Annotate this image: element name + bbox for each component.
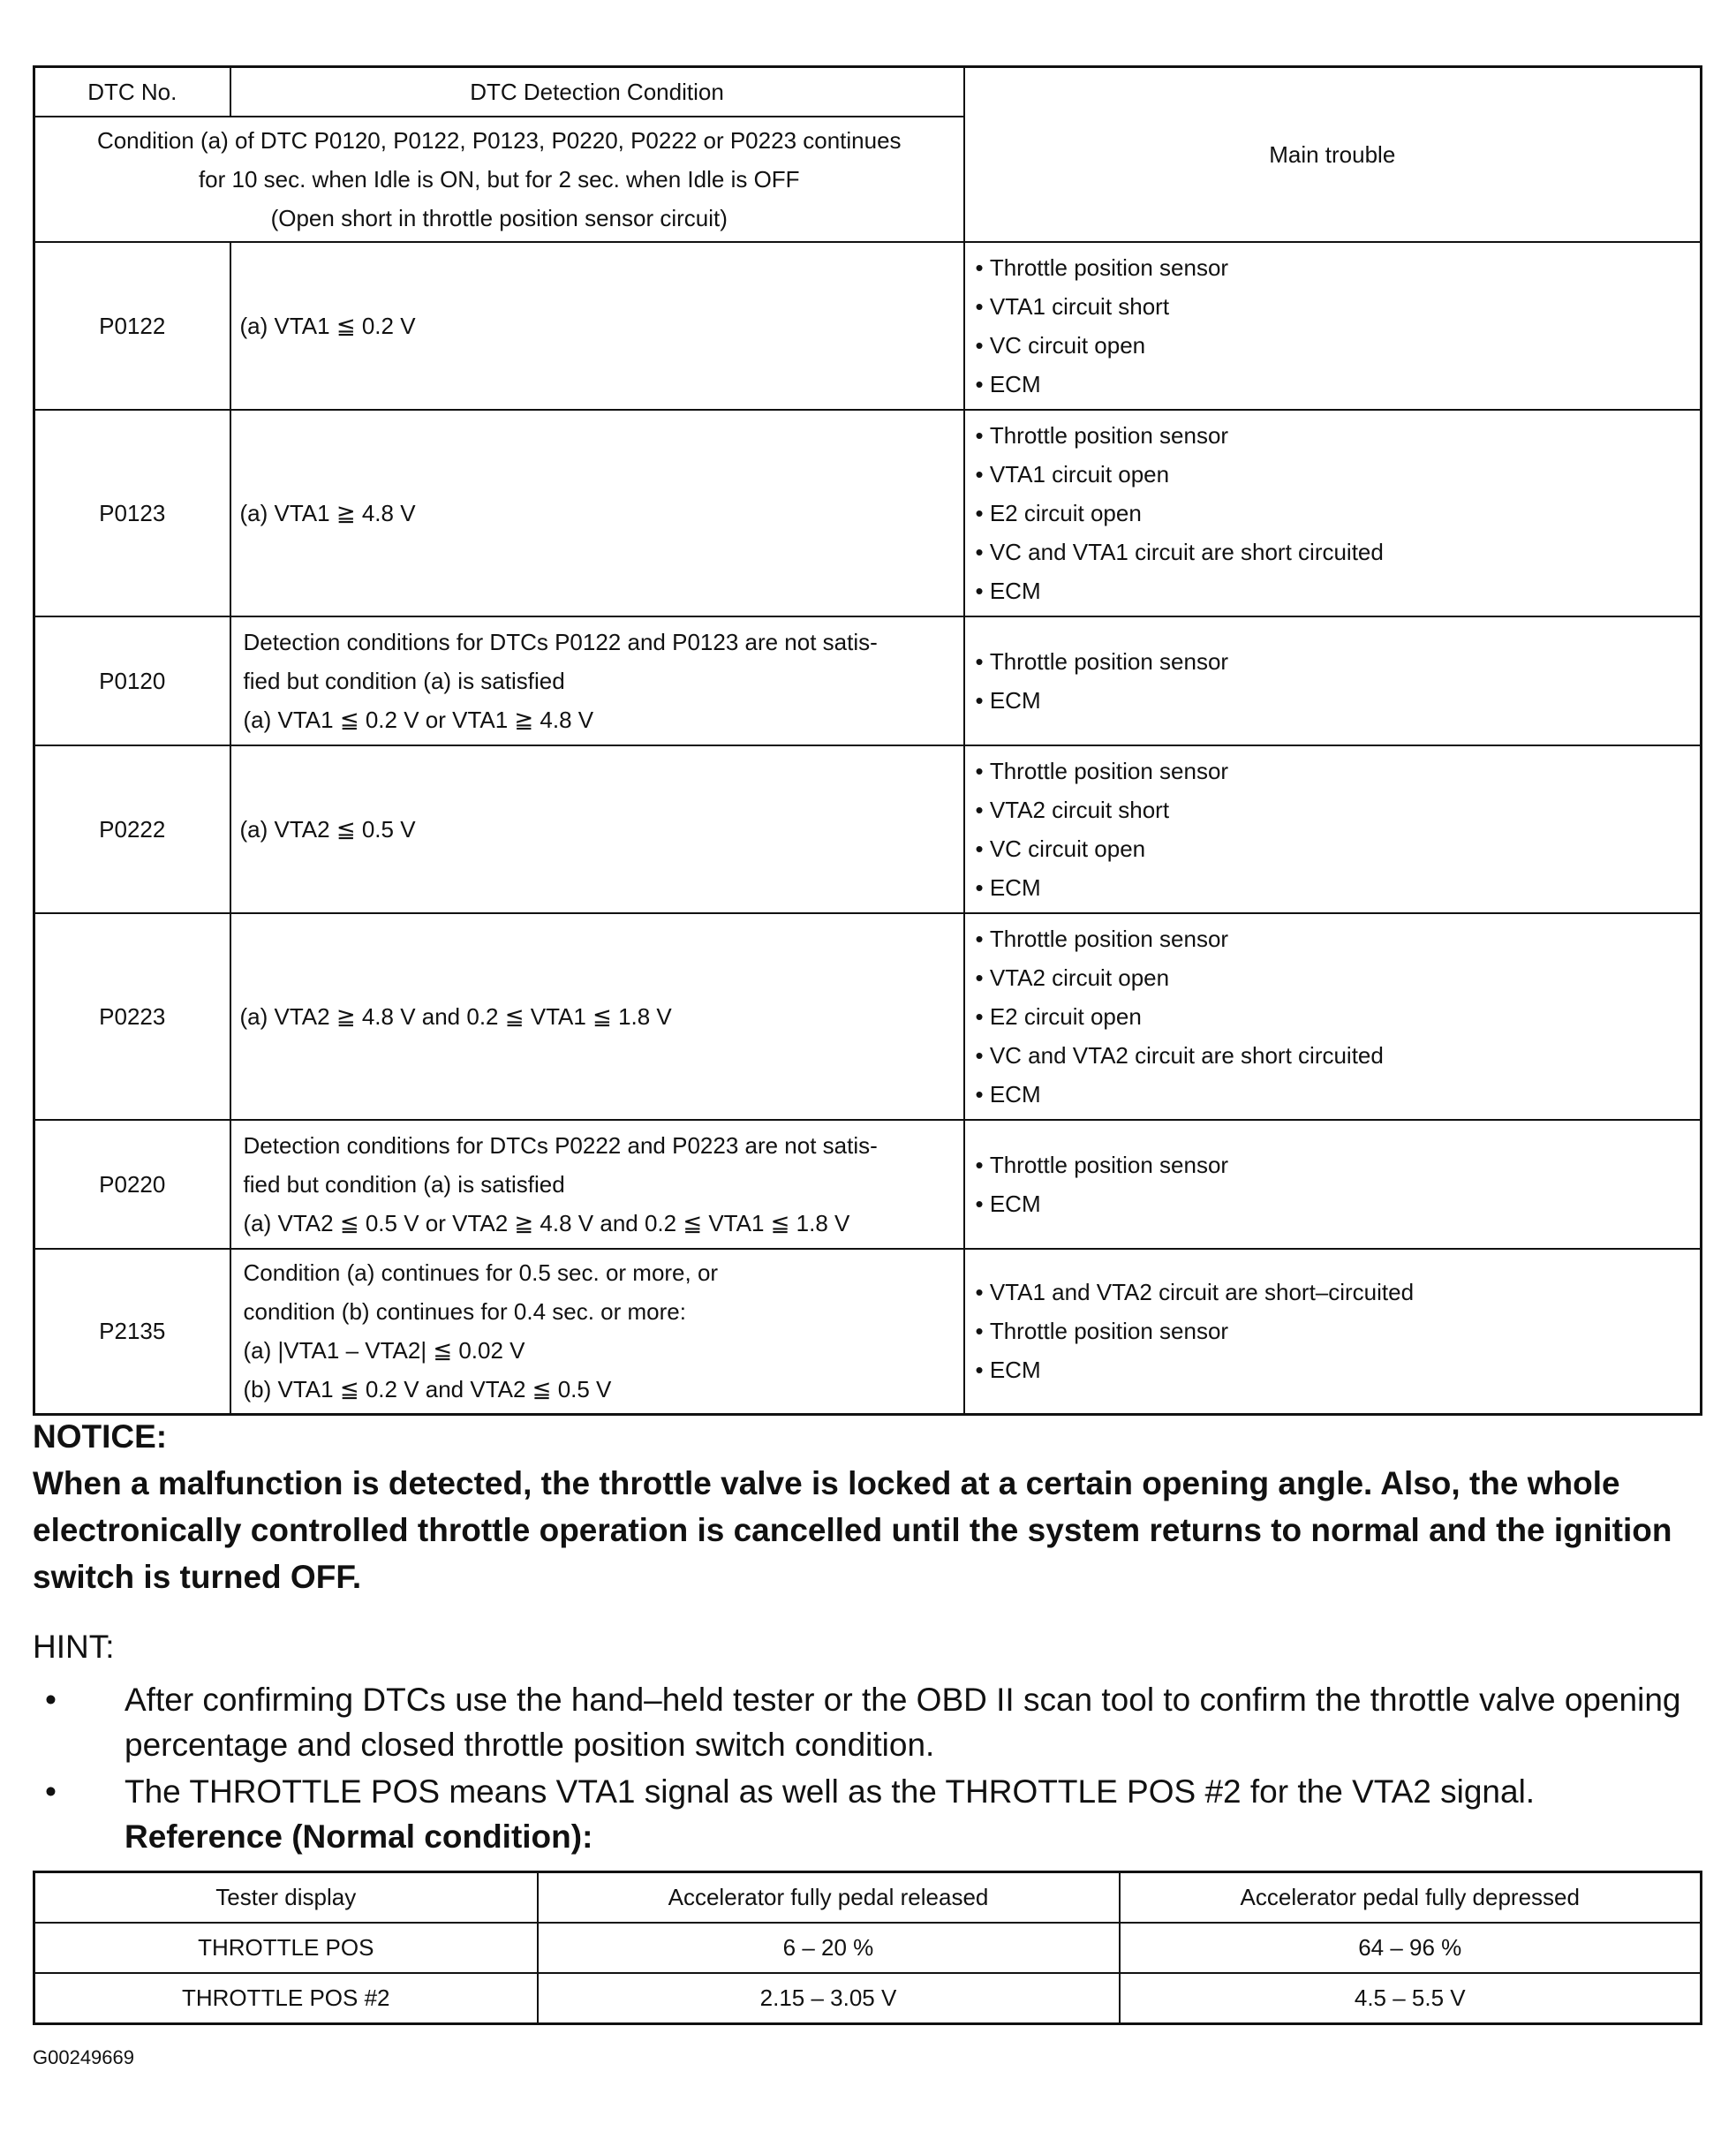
trouble-item: • VTA2 circuit short — [976, 790, 1701, 829]
detection-condition — [230, 913, 964, 1120]
notice-block — [33, 1413, 1706, 1600]
trouble-item: • ECM — [976, 1184, 1701, 1223]
condition-line: (a) VTA2 ≦ 0.5 V or VTA2 ≧ 4.8 V and 0.2 ≦ VTA1 ≦ 1.8 V — [243, 1209, 850, 1236]
trouble-item: • Throttle position sensor — [976, 1145, 1701, 1184]
detection-condition — [230, 242, 964, 410]
dtc-code: P0123 — [34, 410, 230, 616]
condition-line: fied but condition (a) is satisfied — [243, 667, 565, 694]
reference-title: Reference (Normal condition): — [125, 1818, 593, 1855]
condition-line: fied but condition (a) is satisfied — [243, 1170, 565, 1198]
trouble-item: • ECM — [976, 868, 1701, 907]
dtc-row-p0122 — [34, 242, 1702, 410]
dtc-code: P0222 — [34, 745, 230, 913]
main-trouble-list — [964, 913, 1702, 1120]
trouble-item: • ECM — [976, 571, 1701, 610]
general-condition-line: for 10 sec. when Idle is ON, but for 2 sec. when Idle is OFF — [198, 165, 800, 193]
detection-condition — [230, 1120, 964, 1249]
reference-cell: THROTTLE POS #2 — [34, 1973, 538, 2024]
notice-text: When a malfunction is detected, the throttle valve is locked at a certain opening angle. Also, the whole electronically controlled throttle operation is cancelled until the system returns to normal and the ignition switch is turned OFF. — [33, 1465, 1672, 1595]
dtc-code: P0122 — [34, 242, 230, 410]
trouble-item: • VTA1 circuit short — [976, 287, 1701, 326]
hint-label: HINT: — [33, 1629, 115, 1665]
trouble-item: • ECM — [976, 1075, 1701, 1114]
bullet-icon: • — [45, 1682, 57, 1718]
dtc-code: P0223 — [34, 913, 230, 1120]
reference-header-row — [34, 1872, 1702, 1924]
dtc-no-header: DTC No. — [34, 67, 230, 117]
trouble-item: • VTA1 circuit open — [976, 455, 1701, 494]
condition-line: (a) VTA1 ≧ 4.8 V — [239, 499, 416, 526]
condition-line: (a) VTA2 ≦ 0.5 V — [239, 815, 416, 843]
trouble-item: • VC circuit open — [976, 829, 1701, 868]
detection-condition — [230, 616, 964, 745]
notice-title: NOTICE: — [33, 1418, 168, 1455]
reference-cell: 64 – 96 % — [1120, 1923, 1702, 1973]
dtc-code: P0120 — [34, 616, 230, 745]
reference-table — [33, 1871, 1702, 2025]
trouble-item: • Throttle position sensor — [976, 416, 1701, 455]
dtc-header-row — [34, 67, 1702, 117]
reference-cell: 6 – 20 % — [538, 1923, 1120, 1973]
condition-line: (b) VTA1 ≦ 0.2 V and VTA2 ≦ 0.5 V — [243, 1376, 612, 1403]
trouble-item: • VTA2 circuit open — [976, 958, 1701, 997]
general-condition-line: (Open short in throttle position sensor circuit) — [270, 204, 728, 231]
trouble-item: • ECM — [976, 1350, 1701, 1389]
detection-condition-header: DTC Detection Condition — [230, 67, 964, 117]
condition-line: (a) VTA1 ≦ 0.2 V — [239, 312, 416, 339]
reference-header-cell: Accelerator pedal fully depressed — [1120, 1872, 1702, 1924]
main-trouble-header: Main trouble — [964, 67, 1702, 242]
condition-line: (a) VTA1 ≦ 0.2 V or VTA1 ≧ 4.8 V — [243, 706, 594, 733]
dtc-row-p0222 — [34, 745, 1702, 913]
dtc-row-p0220 — [34, 1120, 1702, 1249]
reference-row — [34, 1923, 1702, 1973]
trouble-item: • Throttle position sensor — [976, 1312, 1701, 1350]
condition-line: (a) VTA2 ≧ 4.8 V and 0.2 ≦ VTA1 ≦ 1.8 V — [239, 1002, 672, 1030]
bullet-icon: • — [45, 1773, 57, 1810]
detection-condition — [230, 410, 964, 616]
main-trouble-list — [964, 745, 1702, 913]
reference-cell: 4.5 – 5.5 V — [1120, 1973, 1702, 2024]
detection-condition — [230, 1249, 964, 1415]
trouble-item: • Throttle position sensor — [976, 919, 1701, 958]
main-trouble-list — [964, 1249, 1702, 1415]
reference-header-cell: Accelerator fully pedal released — [538, 1872, 1120, 1924]
hint-text: The THROTTLE POS means VTA1 signal as well as the THROTTLE POS #2 for the VTA2 signal. — [125, 1773, 1536, 1810]
general-condition-line: Condition (a) of DTC P0120, P0122, P0123, P0220, P0222 or P0223 continues — [96, 126, 902, 154]
reference-header-cell: Tester display — [34, 1872, 538, 1924]
main-trouble-list — [964, 410, 1702, 616]
trouble-item: • VTA1 and VTA2 circuit are short–circuited — [976, 1273, 1701, 1312]
condition-line: Detection conditions for DTCs P0122 and P0123 are not satis- — [243, 628, 878, 655]
hint-text-block — [125, 1769, 1723, 1859]
reference-cell: 2.15 – 3.05 V — [538, 1973, 1120, 2024]
condition-line: condition (b) continues for 0.4 sec. or more: — [243, 1298, 686, 1326]
trouble-item: • E2 circuit open — [976, 997, 1701, 1036]
condition-line: Detection conditions for DTCs P0222 and P0223 are not satis- — [243, 1131, 878, 1159]
dtc-row-p0120 — [34, 616, 1702, 745]
trouble-item: • ECM — [976, 365, 1701, 404]
dtc-code: P0220 — [34, 1120, 230, 1249]
detection-condition — [230, 745, 964, 913]
trouble-item: • E2 circuit open — [976, 494, 1701, 533]
hint-text: After confirming DTCs use the hand–held tester or the OBD II scan tool to confirm the throttle valve opening percentage and closed throttle position switch condition. — [125, 1682, 1681, 1763]
general-condition-cell — [34, 117, 964, 242]
trouble-item: • VC and VTA2 circuit are short circuited — [976, 1036, 1701, 1075]
condition-line: (a) |VTA1 – VTA2| ≦ 0.02 V — [243, 1337, 525, 1365]
dtc-table — [33, 65, 1702, 1416]
condition-line: Condition (a) continues for 0.5 sec. or more, or — [243, 1259, 719, 1287]
trouble-item: • Throttle position sensor — [976, 752, 1701, 790]
dtc-row-p2135 — [34, 1249, 1702, 1415]
dtc-row-p0223 — [34, 913, 1702, 1120]
reference-cell: THROTTLE POS — [34, 1923, 538, 1973]
main-trouble-list — [964, 242, 1702, 410]
figure-id: G00249669 — [33, 2046, 134, 2068]
trouble-item: • Throttle position sensor — [976, 248, 1701, 287]
trouble-item: • VC circuit open — [976, 326, 1701, 365]
main-trouble-list — [964, 1120, 1702, 1249]
reference-row — [34, 1973, 1702, 2024]
trouble-item: • VC and VTA1 circuit are short circuited — [976, 533, 1701, 571]
dtc-code: P2135 — [34, 1249, 230, 1415]
main-trouble-list — [964, 616, 1702, 745]
dtc-row-p0123 — [34, 410, 1702, 616]
trouble-item: • ECM — [976, 681, 1701, 720]
trouble-item: • Throttle position sensor — [976, 642, 1701, 681]
